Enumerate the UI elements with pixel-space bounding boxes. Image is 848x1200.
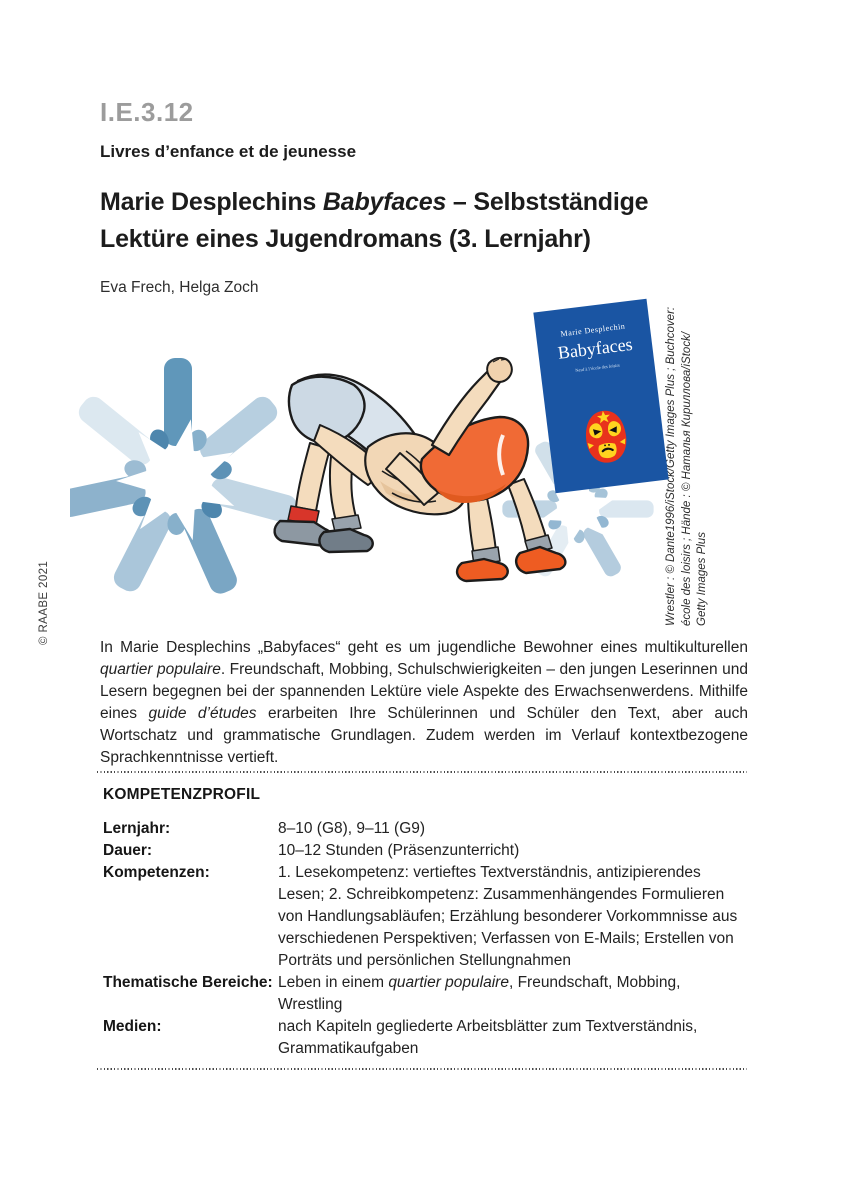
row-label: Thematische Bereiche:	[103, 974, 273, 991]
title-line2: Lektüre eines Jugendromans (3. Lernjahr)	[100, 225, 591, 253]
row-label: Dauer:	[103, 842, 153, 859]
page-title	[100, 184, 760, 258]
row-label: Medien:	[103, 1018, 162, 1035]
hands-star-left	[70, 358, 299, 597]
title-book-name: Babyfaces	[322, 188, 447, 216]
book-cover	[533, 299, 668, 494]
profile-table	[103, 818, 748, 1060]
divider-top	[97, 771, 747, 773]
row-label: Kompetenzen:	[103, 864, 210, 881]
row-value: 1. Lesekompetenz: vertieftes Textverständnis, antizipierendes Lesen; 2. Schreibkompetenz: Zusammenhängendes Formulieren von Handlungsabläufen; Erzählung besonderer Vorkommnisse aus verschiedenen Perspektiven; Verfassen von E-Mails; Erstellen von Porträts und persönlichen Stellungnahmen	[278, 864, 738, 969]
authors: Eva Frech, Helga Zoch	[100, 279, 259, 296]
credit-line: Wrestler : © Dante1996/iStock/Getty Images Plus ; Buchcover:	[665, 306, 677, 626]
credit-line: école des loisirs ; Hände : © Наталья Кириллова/iStock/	[680, 331, 693, 626]
credit-line: Getty Images Plus	[696, 532, 708, 626]
title-part: – Selbstständige	[446, 188, 649, 216]
wrestlers-illustration	[70, 285, 690, 635]
series-title: Livres d’enfance et de jeunesse	[100, 142, 357, 161]
row-value: 8–10 (G8), 9–11 (G9)	[278, 820, 426, 837]
copyright-note: © RAABE 2021	[38, 560, 50, 645]
book-author: Marie Desplechin	[560, 321, 626, 339]
profile-heading: KOMPETENZPROFIL	[103, 786, 261, 803]
intro-paragraph: In Marie Desplechins „Babyfaces“ geht es um jugendliche Bewohner eines multikulturellen quartier populaire. Freundschaft, Mobbing, Schulschwierigkeiten – den jungen Leserinnen und Lesern begegnen bei der spannenden Lektüre viele Aspekte des Erwachsenwerdens. Mithilfe eines guide d’études erarbeiten Ihre Schülerinnen und Schüler den Text, aber auch Wortschatz und grammatische Grundlagen. Zudem werden im Verlauf kontextbezogene Sprachkenntnisse vertieft.	[100, 639, 748, 766]
book-imprint: Neuf à l’école des loisirs	[575, 362, 621, 373]
title-part: Marie Desplechins	[100, 188, 323, 216]
book-title: Babyfaces	[556, 333, 634, 363]
unit-code: I.E.3.12	[100, 97, 194, 127]
row-value: Leben in einem quartier populaire, Freundschaft, Mobbing, Wrestling	[278, 974, 681, 1013]
row-value: nach Kapiteln gegliederte Arbeitsblätter zum Textverständnis, Grammatikaufgaben	[278, 1018, 698, 1057]
row-value: 10–12 Stunden (Präsenzunterricht)	[278, 842, 520, 859]
divider-bottom	[97, 1068, 747, 1070]
illustration-canvas	[70, 285, 690, 635]
row-label: Lernjahr:	[103, 820, 171, 837]
